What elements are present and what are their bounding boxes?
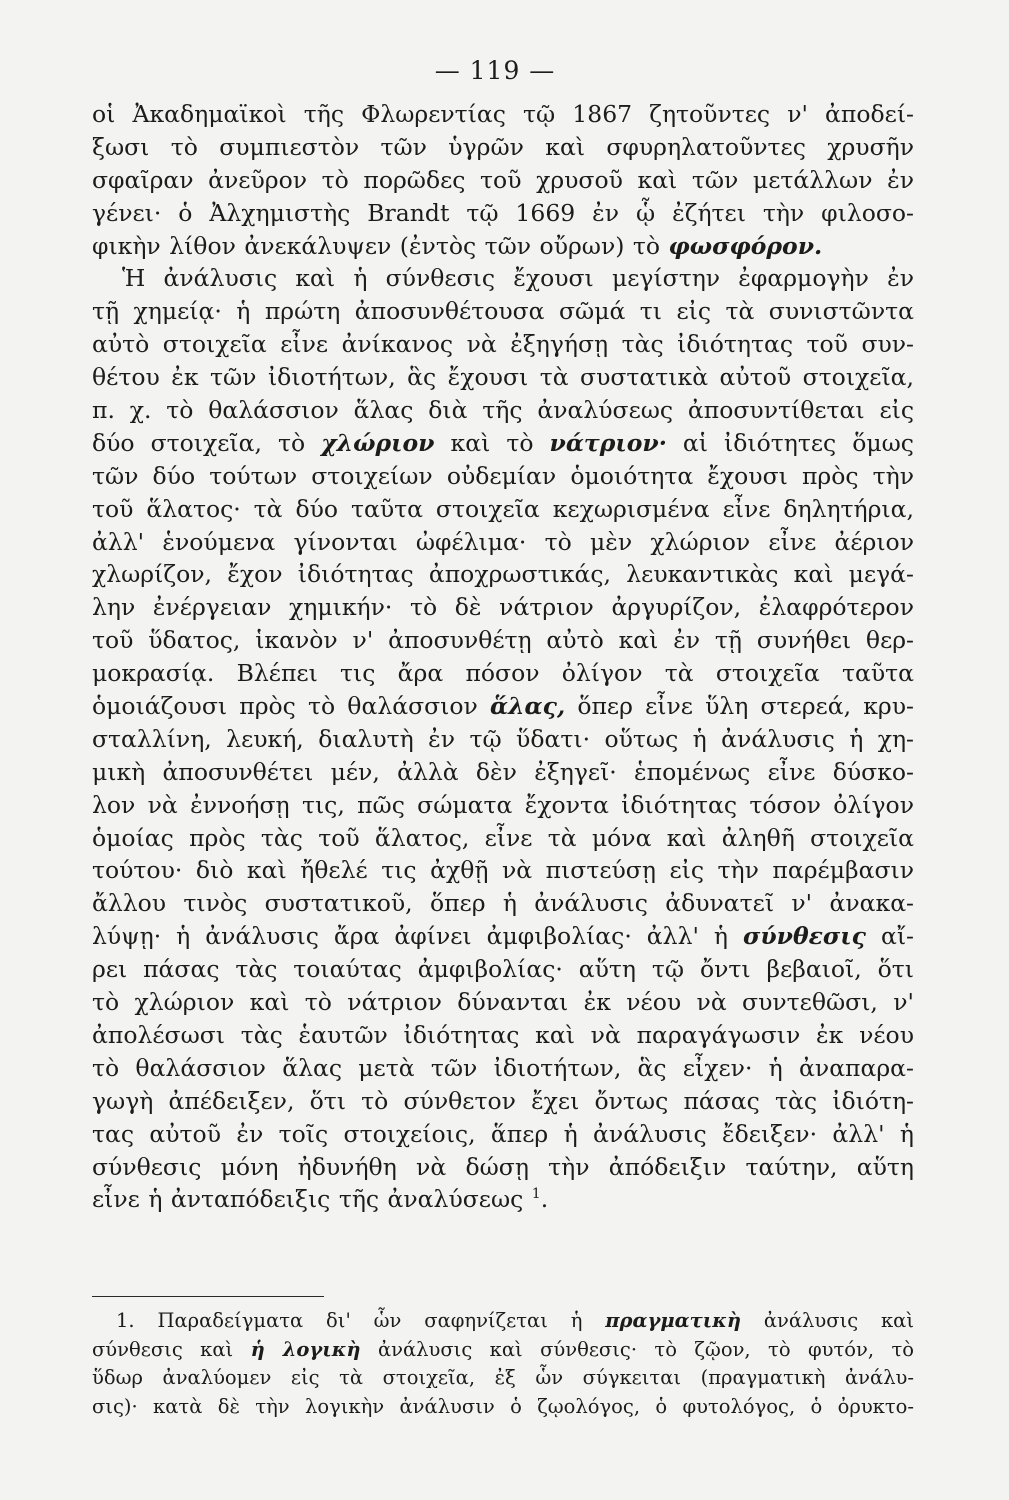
- text-segment: εἶνε ἡ ἀνταπόδειξις τῆς ἀναλύσεως: [92, 1185, 524, 1214]
- footnote: [92, 1307, 914, 1421]
- text-line: μικὴ ἀποσυνθέτει μέν, ἀλλὰ δὲν ἐξηγεῖ· ἑπομένως εἶνε δύσκο-: [92, 757, 914, 786]
- text-line: γένει· ὁ Ἀλχημιστὴς Brandt τῷ 1669 ἐν ᾧ ἐζήτει τὴν φιλοσο-: [92, 198, 914, 227]
- footnote-line: σις)· κατὰ δὲ τὴν λογικὴν ἀνάλυσιν ὁ ζῳολόγος, ὁ φυτολόγος, ὁ ὀρυκτο-: [92, 1394, 914, 1418]
- text-segment: αἴ-: [880, 922, 914, 951]
- text-line: [92, 920, 914, 953]
- text-segment: ὅπερ εἶνε ὕλη στερεά, κρυ-: [577, 692, 914, 721]
- text-line: γωγὴ ἀπέδειξεν, ὅτι τὸ σύνθετον ἔχει ὄντως πάσας τὰς ἰδιότη-: [92, 1086, 914, 1115]
- footnote-line: ὕδωρ ἀναλύομεν εἰς τὰ στοιχεῖα, ἐξ ὧν σύγκειται (πραγματικὴ ἀνάλυ-: [92, 1366, 914, 1389]
- text-segment: ἀνάλυσις καὶ σύνθεσις· τὸ ζῷον, τὸ φυτόν, τὸ: [377, 1337, 915, 1361]
- footnote-divider: [92, 1296, 324, 1297]
- text-segment: ἀνάλυσις καὶ: [763, 1309, 914, 1332]
- text-line: ὁμοίας πρὸς τὰς τοῦ ἅλατος, εἶνε τὰ μόνα καὶ ἀληθῆ στοιχεῖα: [92, 823, 914, 852]
- text-segment: καὶ τὸ: [450, 428, 534, 457]
- text-line: εἶνε ἡ ἀνταπόδειξις τῆς ἀναλύσεως $^1$.: [92, 1185, 549, 1214]
- text-line: θέτου ἐκ τῶν ἰδιοτήτων, ἃς ἔχουσι τὰ συστατικὰ αὐτοῦ στοιχεῖα,: [92, 363, 914, 392]
- text-segment: δύο στοιχεῖα, τὸ: [92, 428, 306, 457]
- text-line: ἀπολέσωσι τὰς ἑαυτῶν ἰδιότητας καὶ νὰ παραγάγωσιν ἐκ νέου: [92, 1020, 914, 1049]
- text-line: μοκρασίᾳ. Βλέπει τις ἄρα πόσον ὀλίγον τὰ στοιχεῖα ταῦτα: [92, 659, 914, 688]
- text-line: τὸ χλώριον καὶ τὸ νάτριον δύνανται ἐκ νέου νὰ συντεθῶσι, ν': [92, 988, 914, 1017]
- emphasized-term: ἅλας,: [490, 692, 566, 721]
- text-line: π. χ. τὸ θαλάσσιον ἅλας διὰ τῆς ἀναλύσεως ἀποσυντίθεται εἰς: [92, 396, 914, 425]
- text-line: ἀλλ' ἑνούμενα γίνονται ὠφέλιμα· τὸ μὲν χλώριον εἶνε ἀέριον: [92, 527, 914, 556]
- text-line: σύνθεσις μόνη ἠδυνήθη νὰ δώσῃ τὴν ἀπόδειξιν ταύτην, αὕτη: [92, 1152, 914, 1181]
- body-text: [92, 98, 914, 1216]
- emphasized-term: σύνθεσις: [743, 922, 866, 951]
- text-line: τοῦ ὕδατος, ἱκανὸν ν' ἀποσυνθέτῃ αὐτὸ καὶ ἐν τῇ συνήθει θερ-: [92, 626, 914, 655]
- footnote-marker: 1: [531, 1186, 541, 1203]
- text-line: σταλλίνη, λευκή, διαλυτὴ ἐν τῷ ὕδατι· οὕτως ἡ ἀνάλυσις ἡ χη-: [92, 724, 914, 753]
- text-line: λην ἐνέργειαν χημικήν· τὸ δὲ νάτριον ἀργυρίζον, ἐλαφρότερον: [92, 593, 914, 622]
- emphasized-term: νάτριον·: [549, 428, 667, 457]
- page-number: — 119 —: [434, 56, 556, 85]
- text-line: τούτου· διὸ καὶ ἤθελέ τις ἀχθῇ νὰ πιστεύσῃ εἰς τὴν παρέμβασιν: [92, 856, 914, 885]
- text-line: σφαῖραν ἀνεῦρον τὸ πορῶδες τοῦ χρυσοῦ καὶ τῶν μετάλλων ἐν: [92, 165, 914, 194]
- text-line: ρει πάσας τὰς τοιαύτας ἀμφιβολίας· αὕτη τῷ ὄντι βεβαιοῖ, ὅτι: [92, 955, 914, 984]
- text-line: τοῦ ἅλατος· τὰ δύο ταῦτα στοιχεῖα κεχωρισμένα εἶνε δηλητήρια,: [92, 494, 914, 523]
- text-line: [92, 230, 914, 263]
- footnote-line: [92, 1336, 914, 1365]
- text-segment: ὁμοιάζουσι πρὸς τὸ θαλάσσιον: [92, 692, 478, 721]
- emphasized-term: χλώριον: [321, 428, 435, 457]
- text-line: [92, 690, 914, 723]
- text-segment: 1. Παραδείγματα δι' ὧν σαφηνίζεται ἡ: [116, 1309, 583, 1332]
- text-line: αὐτὸ στοιχεῖα εἶνε ἀνίκανος νὰ ἐξηγήσῃ τὰς ἰδιότητας τοῦ συν-: [92, 330, 914, 359]
- text-line: τῶν δύο τούτων στοιχείων οὐδεμίαν ὁμοιότητα ἔχουσι πρὸς τὴν: [92, 461, 914, 490]
- emphasized-term: ἡ λογικὴ: [250, 1337, 361, 1361]
- text-line: οἱ Ἀκαδημαϊκοὶ τῆς Φλωρεντίας τῷ 1867 ζητοῦντες ν' ἀποδεί-: [92, 100, 914, 128]
- text-line: ἄλλου τινὸς συστατικοῦ, ὅπερ ἡ ἀνάλυσις ἀδυνατεῖ ν' ἀνακα-: [92, 889, 914, 918]
- text-line: Ἡ ἀνάλυσις καὶ ἡ σύνθεσις ἔχουσι μεγίστην ἐφαρμογὴν ἐν: [122, 264, 914, 293]
- text-segment: σύνθεσις καὶ: [92, 1337, 234, 1361]
- footnote-line: [92, 1307, 914, 1336]
- emphasized-term: πραγματικὴ: [605, 1309, 741, 1332]
- text-line: [92, 427, 914, 460]
- text-segment: αἱ ἰδιότητες ὅμως: [682, 428, 914, 457]
- text-line: τῇ χημείᾳ· ἡ πρώτη ἀποσυνθέτουσα σῶμά τι εἰς τὰ συνιστῶντα: [92, 297, 914, 326]
- text-line: τας αὐτοῦ ἐν τοῖς στοιχείοις, ἅπερ ἡ ἀνάλυσις ἔδειξεν· ἀλλ' ἡ: [92, 1119, 914, 1148]
- emphasized-term: φωσφόρον.: [668, 231, 823, 260]
- text-line: λον νὰ ἐννοήσῃ τις, πῶς σώματα ἔχοντα ἰδιότητας τόσον ὀλίγον: [92, 790, 914, 819]
- text-line: χλωρίζον, ἔχον ἰδιότητας ἀποχρωστικάς, λευκαντικὰς καὶ μεγά-: [92, 560, 914, 589]
- text-segment: φικὴν λίθον ἀνεκάλυψεν (ἐντὸς τῶν οὔρων) τὸ: [92, 231, 661, 260]
- text-segment: λύψῃ· ἡ ἀνάλυσις ἄρα ἀφίνει ἀμφιβολίας· ἀλλ' ἡ: [92, 922, 729, 951]
- text-line: ξωσι τὸ συμπιεστὸν τῶν ὑγρῶν καὶ σφυρηλατοῦντες χρυσῆν: [92, 132, 914, 161]
- text-line: τὸ θαλάσσιον ἅλας μετὰ τῶν ἰδιοτήτων, ἃς εἶχεν· ἡ ἀναπαρα-: [92, 1053, 914, 1082]
